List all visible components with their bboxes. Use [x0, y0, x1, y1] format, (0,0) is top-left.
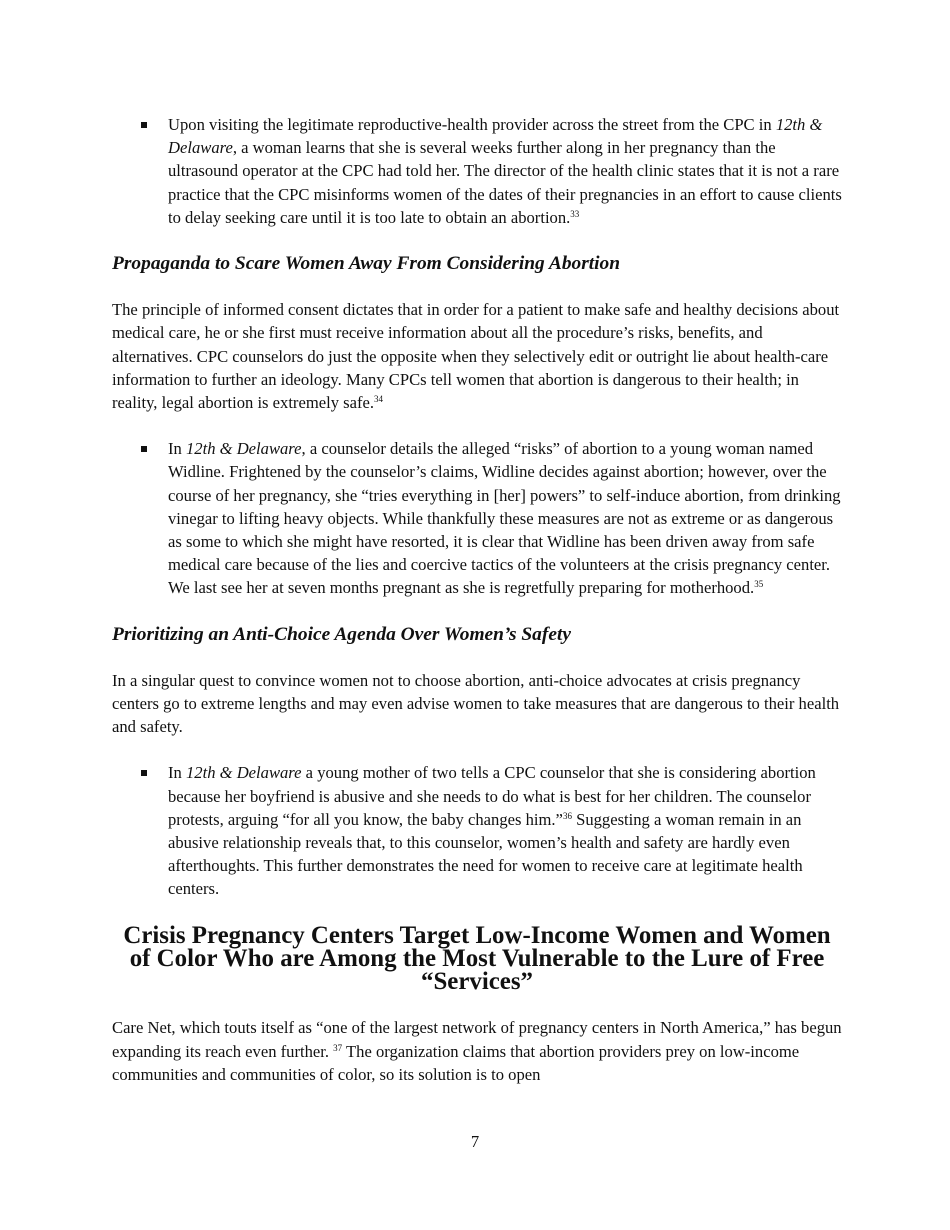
- bullet-item-widline: [112, 437, 842, 599]
- film-title: 12th & Delaware: [168, 115, 823, 158]
- footnote-ref: 33: [570, 208, 580, 219]
- section-heading-target-women: Crisis Pregnancy Centers Target Low-Income Women and Women of Color Who are Among the Most Vulnerable to the Lure of Free “Services”: [123, 921, 831, 996]
- paragraph-informed-consent: The principle of informed consent dictates that in order for a patient to make safe and healthy decisions about medical care, he or she first must receive information about all the procedure’s risks, benefits, and alternatives. CPC counselors do just the opposite when they selectively edit or outright lie about health-care information to further an ideology. Many CPCs tell women that abortion is dangerous to their health; in reality, legal abortion is extremely safe.$^{34}$: [112, 300, 840, 413]
- film-title: 12th & Delaware: [185, 763, 302, 783]
- square-bullet-icon: [141, 122, 147, 128]
- bullet-text: Upon visiting the legitimate reproductive-health provider across the street from the CPC in 12th & Delaware, a woman learns that she is several weeks further along in her pregnancy than the ultrasound operator at the CPC had told her. The director of the health clinic states that it is not a rare practice that the CPC misinforms women of the dates of their pregnancies in an effort to cause clients to delay seeking care until it is too late to obtain an abortion.$^{33}$: [168, 115, 842, 227]
- footnote-ref: 34: [374, 394, 384, 405]
- bullet-text: In 12th & Delaware a young mother of two tells a CPC counselor that she is considering abortion because her boyfriend is abusive and she needs to do what is best for her children. The counselor protests, arguing “for all you know, the baby changes him.”$^{36}$ Suggesting a woman remain in an abusive relationship reveals that, to this counselor, women’s health and safety are hardly even afterthoughts. This further demonstrates the need for women to receive care at legitimate health centers.: [168, 763, 816, 899]
- footnote-ref: 37: [333, 1042, 343, 1053]
- paragraph-care-net: Care Net, which touts itself as “one of the largest network of pregnancy centers in North America,” has begun expanding its reach even further. $^{37}$ The organization claims that abortion providers prey on low-income communities and communities of color, so its solution is to open: [112, 1018, 842, 1084]
- footnote-ref: 36: [562, 810, 572, 821]
- paragraph-singular-quest: In a singular quest to convince women not to choose abortion, anti-choice advocates at crisis pregnancy centers go to extreme lengths and may even advise women to take measures that are dangerous to their health and safety.: [112, 670, 840, 737]
- section-subheading-agenda: Prioritizing an Anti-Choice Agenda Over Women’s Safety: [112, 623, 571, 645]
- bullet-text: In 12th & Delaware, a counselor details the alleged “risks” of abortion to a young woman named Widline. Frightened by the counselor’s claims, Widline decides against abortion; however, over the course of her pregnancy, she “tries everything in [her] powers” to self-induce abortion, from drinking vinegar to lifting heavy objects. While thankfully these measures are not as extreme or as dangerous as some to which she might have resorted, it is clear that Widline has been driven away from safe medical care because of the lies and coercive tactics of the volunteers at the crisis pregnancy center. We last see her at seven months pregnant as she is regretfully preparing for motherhood.$^{35}$: [168, 439, 841, 598]
- bullet-item-ultrasound: [112, 113, 842, 229]
- document-page: [112, 113, 842, 1086]
- film-title: 12th & Delaware: [185, 439, 302, 459]
- square-bullet-icon: [141, 446, 147, 452]
- square-bullet-icon: [141, 770, 147, 776]
- footnote-ref: 35: [754, 579, 764, 590]
- page-number: 7: [470, 1132, 480, 1151]
- bullet-item-young-mother: [112, 761, 842, 900]
- section-subheading-propaganda: Propaganda to Scare Women Away From Considering Abortion: [112, 253, 621, 275]
